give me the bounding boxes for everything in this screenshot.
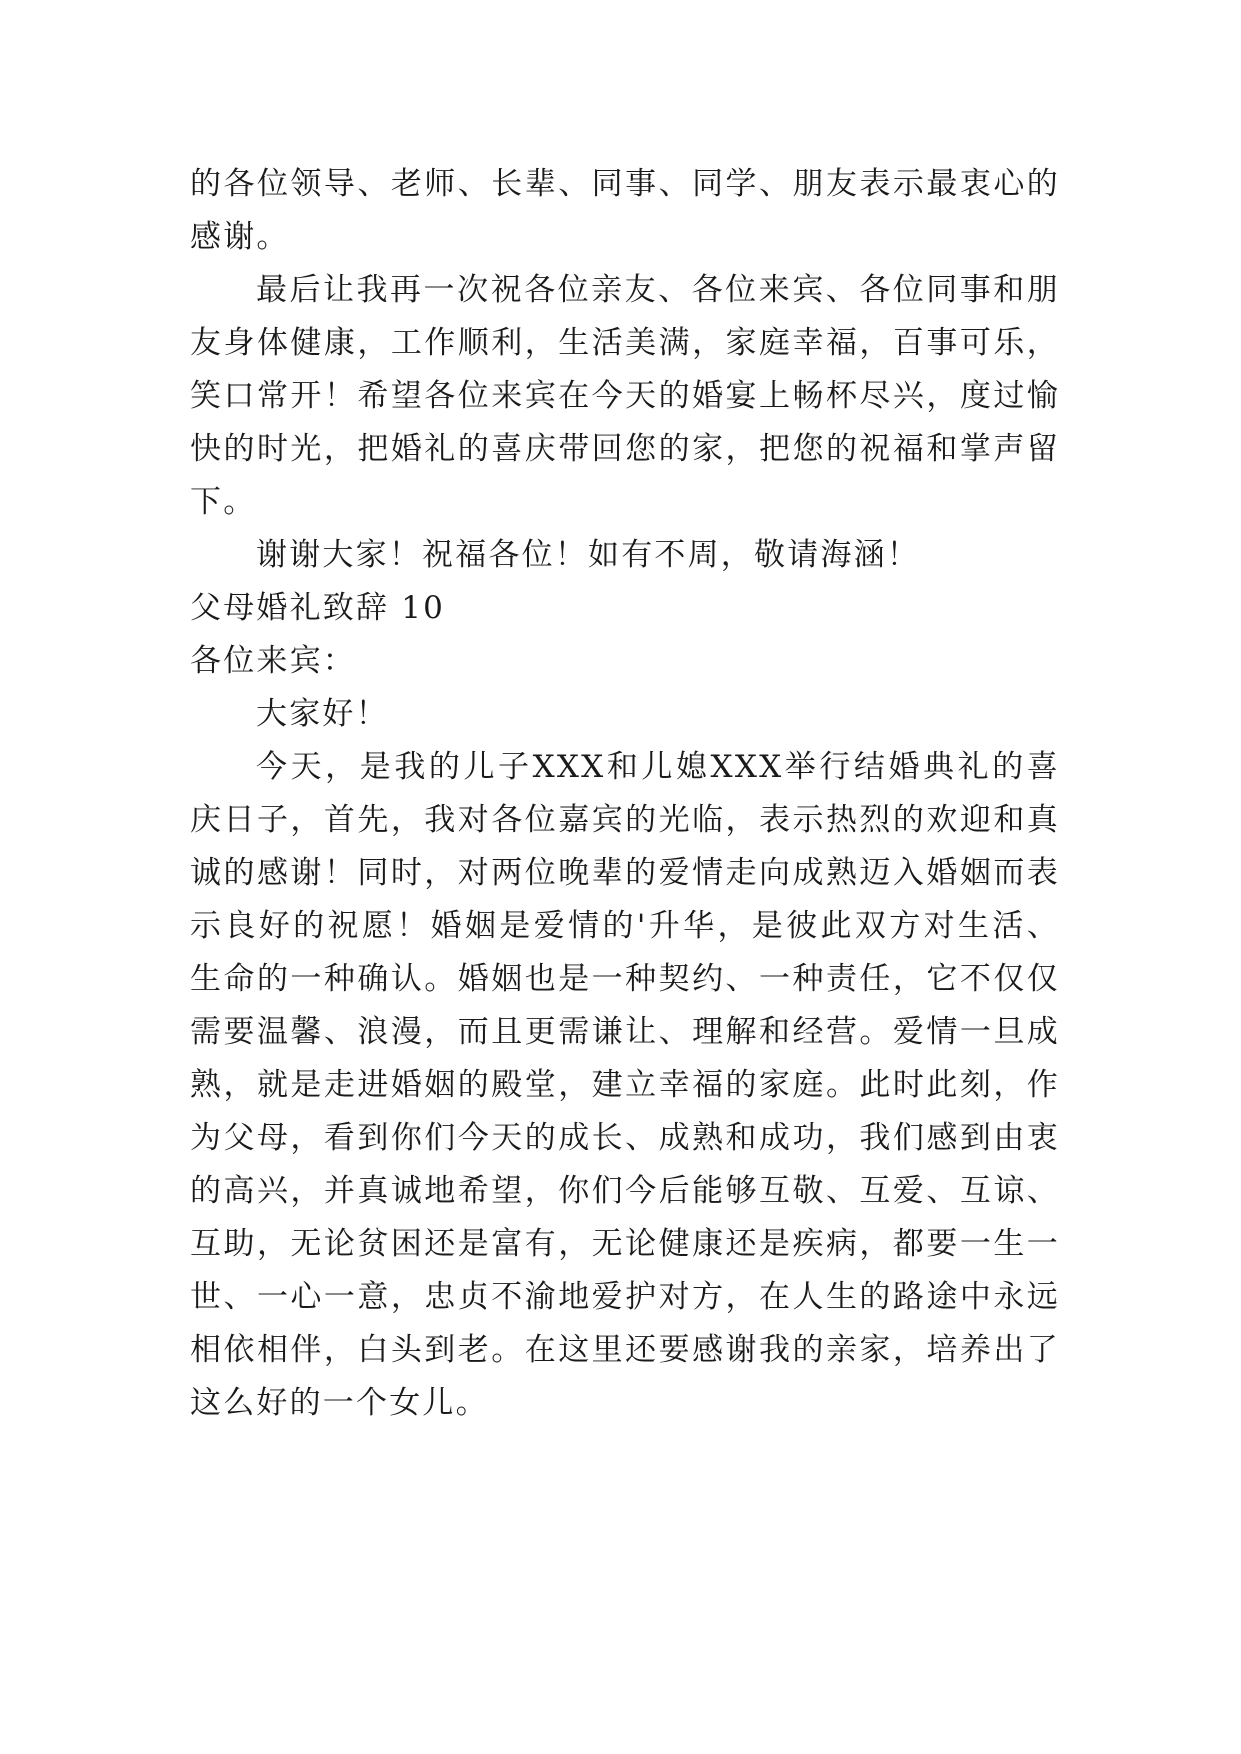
paragraph-closing: 谢谢大家！祝福各位！如有不周，敬请海涵！ <box>256 537 920 573</box>
document-body <box>190 158 1060 1430</box>
section-title: 父母婚礼致辞 10 <box>190 590 446 626</box>
greeting: 大家好！ <box>256 696 389 732</box>
paragraph-speech-body: 今天，是我的儿子XXX和儿媳XXX举行结婚典礼的喜庆日子，首先，我对各位嘉宾的光临，表示热烈的欢迎和真诚的感谢！同时，对两位晚辈的爱情走向成熟迈入婚姻而表示良好的祝愿！婚姻是爱情的'升华，是彼此双方对生活、生命的一种确认。婚姻也是一种契约、一种责任，它不仅仅需要温馨、浪漫，而且更需谦让、理解和经营。爱情一旦成熟，就是走进婚姻的殿堂，建立幸福的家庭。此时此刻，作为父母，看到你们今天的成长、成熟和成功，我们感到由衷的高兴，并真诚地希望，你们今后能够互敬、互爱、互谅、互助，无论贫困还是富有，无论健康还是疾病，都要一生一世、一心一意，忠贞不渝地爱护对方，在人生的路途中永远相依相伴，白头到老。在这里还要感谢我的亲家，培养出了这么好的一个女儿。 <box>190 749 1060 1421</box>
paragraph-blessing: 最后让我再一次祝各位亲友、各位来宾、各位同事和朋友身体健康，工作顺利，生活美满，家庭幸福，百事可乐，笑口常开！希望各位来宾在今天的婚宴上畅杯尽兴，度过愉快的时光，把婚礼的喜庆带回您的家，把您的祝福和掌声留下。 <box>190 272 1060 520</box>
salutation: 各位来宾： <box>190 643 356 679</box>
paragraph-thanks-continuation: 的各位领导、老师、长辈、同事、同学、朋友表示最衷心的感谢。 <box>190 166 1060 255</box>
